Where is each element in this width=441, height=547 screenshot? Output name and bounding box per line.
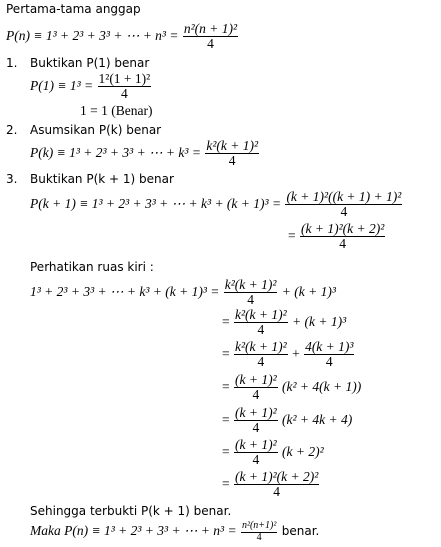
chain-equals-5: = [222, 443, 230, 459]
chain-suffix-1: + (k + 1)³ [292, 313, 347, 329]
chain-denominator-6: 4 [273, 484, 281, 500]
step-3-fraction-2 [300, 222, 385, 251]
step-3-title: Buktikan P(k + 1) benar [30, 172, 174, 186]
step-3-denominator-2: 4 [339, 236, 347, 252]
chain-line-5 [222, 438, 324, 467]
conclusion-2-numerator: n²(n+1)² [241, 520, 277, 531]
chain-line-6 [222, 470, 320, 499]
step-2-denominator: 4 [228, 153, 236, 169]
chain-numerator-4: (k + 1)² [235, 405, 277, 420]
chain-fraction-4 [234, 406, 278, 435]
chain-line-4 [222, 406, 352, 435]
chain-equals-4: = [222, 411, 230, 427]
chain-line-3 [222, 373, 361, 402]
chain-line-0 [30, 278, 336, 307]
definition-fraction [183, 22, 238, 51]
step-3-lhs: P(k + 1) ≡ 1³ + 2³ + 3³ + ⋯ + k³ + (k + 1)³ = [30, 195, 282, 211]
chain-numerator-6: (k + 1)²(k + 2)² [235, 469, 319, 484]
step-1-title: Buktikan P(1) benar [30, 56, 150, 70]
chain-fraction-2 [234, 340, 288, 369]
chain-fraction-6 [234, 470, 319, 499]
chain-fraction-2b [304, 340, 354, 369]
chain-denominator-0: 4 [247, 292, 254, 308]
step-2-formula [30, 139, 260, 168]
chain-fraction-0 [224, 278, 278, 307]
conclusion-2 [30, 521, 319, 543]
conclusion-2-denominator: 4 [256, 531, 262, 543]
conclusion-2-prefix: Maka P(n) ≡ 1³ + 2³ + 3³ + ⋯ + n³ = [30, 523, 237, 539]
chain-suffix-4: (k² + 4k + 4) [282, 411, 353, 427]
chain-numerator-2b: 4(k + 1)³ [305, 339, 354, 354]
chain-equals-3: = [222, 378, 230, 394]
chain-numerator-0: k²(k + 1)² [224, 277, 277, 292]
chain-numerator-3: (k + 1)² [235, 372, 277, 387]
chain-line-1 [222, 308, 346, 337]
chain-equals-6: = [222, 475, 230, 491]
chain-denominator-2b: 4 [325, 354, 333, 370]
step-3-formula-2 [288, 222, 386, 251]
left-side-label: Perhatikan ruas kiri : [30, 260, 154, 274]
chain-suffix-3: (k² + 4(k + 1)) [282, 378, 362, 394]
step-3-fraction-1 [285, 190, 402, 219]
step-1-number: 1. [6, 56, 18, 70]
chain-numerator-2: k²(k + 1)² [235, 339, 287, 354]
chain-lhs: 1³ + 2³ + 3³ + ⋯ + k³ + (k + 1)³ = [30, 283, 220, 299]
step-2-number: 2. [6, 123, 18, 137]
chain-denominator-3: 4 [252, 387, 260, 403]
equals-sign: = [288, 227, 296, 243]
chain-fraction-1 [234, 308, 288, 337]
step-1-denominator: 4 [120, 86, 128, 102]
step-1-numerator: 1²(1 + 1)² [98, 71, 151, 86]
definition-formula [6, 22, 239, 51]
step-1-lhs: P(1) ≡ 1³ = [30, 77, 94, 93]
chain-fraction-3 [234, 373, 278, 402]
chain-denominator-1: 4 [257, 322, 265, 338]
conclusion-2-fraction [241, 521, 277, 543]
chain-numerator-1: k²(k + 1)² [235, 307, 287, 322]
step-3-numerator-1: (k + 1)²((k + 1) + 1)² [286, 189, 402, 204]
intro-text: Pertama-tama anggap [6, 2, 141, 16]
step-2-title: Asumsikan P(k) benar [30, 123, 162, 137]
step-2-fraction [205, 139, 259, 168]
chain-equals-2: = [222, 345, 230, 361]
conclusion-2-suffix: benar. [281, 524, 320, 539]
step-3-formula [30, 190, 403, 219]
step-1-formula [30, 72, 152, 101]
chain-fraction-5 [234, 438, 278, 467]
chain-plus-2: + [292, 345, 300, 361]
step-3-denominator-1: 4 [340, 204, 348, 220]
step-2-lhs: P(k) ≡ 1³ + 2³ + 3³ + ⋯ + k³ = [30, 144, 201, 160]
chain-suffix-0: + (k + 1)³ [281, 283, 336, 299]
chain-denominator-4: 4 [252, 420, 260, 436]
conclusion-1: Sehingga terbukti P(k + 1) benar. [30, 504, 232, 518]
step-1-result: 1 = 1 (Benar) [80, 103, 153, 118]
chain-suffix-5: (k + 2)² [282, 443, 324, 459]
definition-lhs: P(n) ≡ 1³ + 2³ + 3³ + ⋯ + n³ = [6, 27, 179, 43]
chain-denominator-5: 4 [252, 452, 260, 468]
chain-equals-1: = [222, 313, 230, 329]
definition-denominator: 4 [207, 36, 214, 52]
definition-numerator: n²(n + 1)² [183, 21, 238, 36]
step-3-numerator-2: (k + 1)²(k + 2)² [301, 221, 385, 236]
step-2-numerator: k²(k + 1)² [206, 138, 259, 153]
step-1-fraction [98, 72, 152, 101]
chain-line-2 [222, 340, 355, 369]
chain-denominator-2: 4 [257, 354, 265, 370]
step-3-number: 3. [6, 172, 18, 186]
chain-numerator-5: (k + 1)² [235, 437, 277, 452]
